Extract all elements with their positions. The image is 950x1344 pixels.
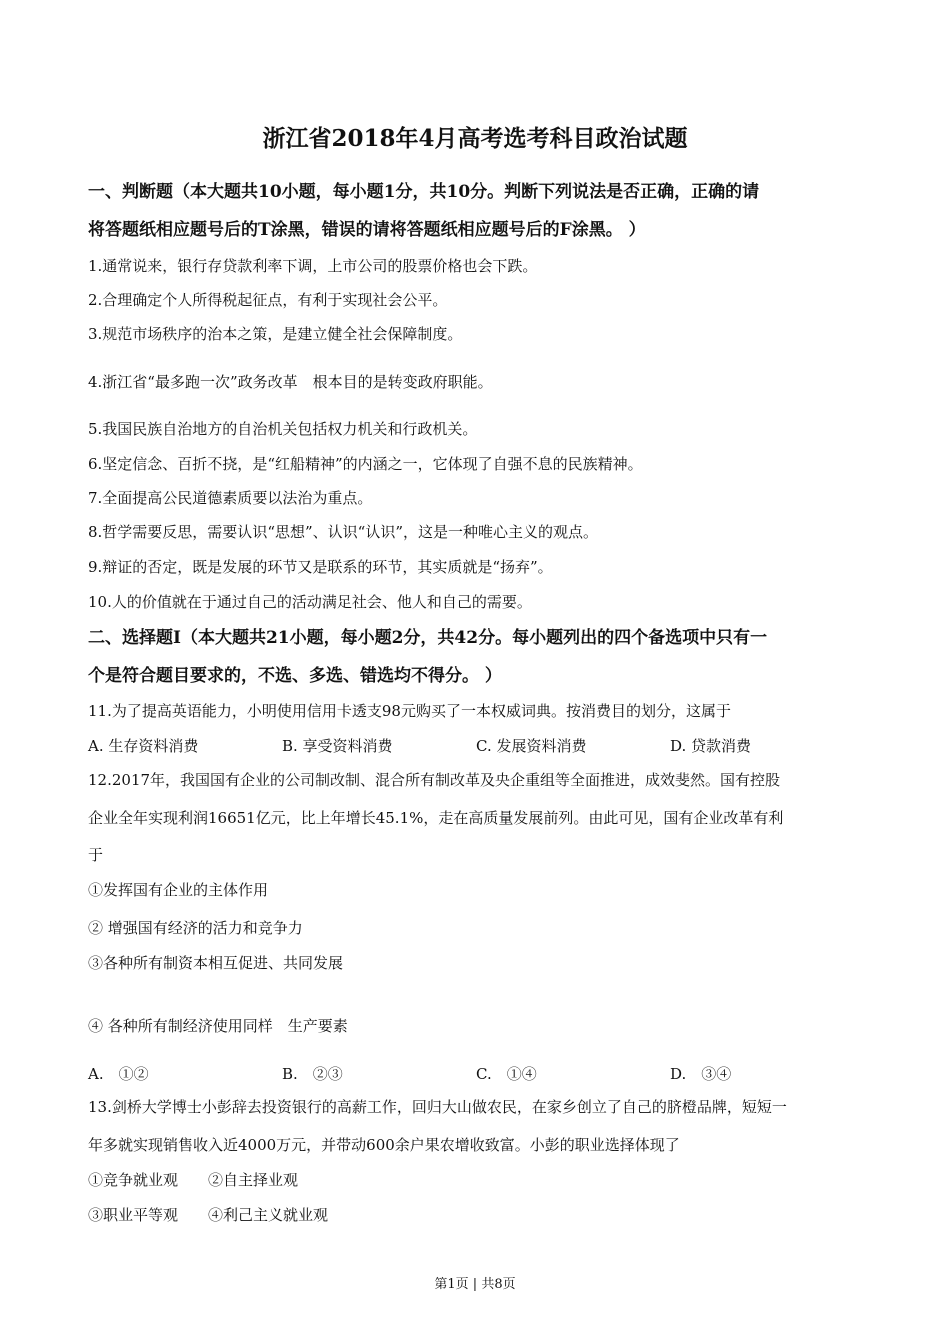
section2-heading-line2: 个是符合题目要求的，不选、多选、错选均不得分。 ） [88, 666, 502, 686]
q12-item: ② 增强国有经济的活力和竞争力 [88, 919, 303, 937]
judgment-item: 1.通常说来，银行存贷款利率下调，上市公司的股票价格也会下跌。 [88, 257, 538, 275]
q12-option-b: B. ②③ [282, 1065, 343, 1083]
q12-option-a: A. ①② [88, 1065, 149, 1083]
q11-option-a: A. 生存资料消费 [88, 737, 199, 755]
section1-heading-line1: 一、判断题（本大题共10小题，每小题1分，共10分。判断下列说法是否正确，正确的请 [88, 182, 760, 202]
judgment-item: 9.辩证的否定，既是发展的环节又是联系的环节，其实质就是“扬弃”。 [88, 558, 553, 576]
judgment-item: 6.坚定信念、百折不挠，是“红船精神”的内涵之一，它体现了自强不息的民族精神。 [88, 455, 643, 473]
q12-option-c: C. ①④ [476, 1065, 537, 1083]
q12-item: ④ 各种所有制经济使用同样 生产要素 [88, 1017, 348, 1035]
q13-item: ③职业平等观 ④利己主义就业观 [88, 1206, 329, 1224]
judgment-item: 10.人的价值就在于通过自己的活动满足社会、他人和自己的需要。 [88, 593, 532, 611]
section1-heading-line2: 将答题纸相应题号后的T涂黑，错误的请将答题纸相应题号后的F涂黑。 ） [88, 220, 646, 240]
q11-option-d: D. 贷款消费 [670, 737, 752, 755]
judgment-item: 8.哲学需要反思，需要认识“思想”、认识“认识”，这是一种唯心主义的观点。 [88, 523, 598, 541]
q12-option-d: D. ③④ [670, 1065, 732, 1083]
q13-stem-line1: 13.剑桥大学博士小彭辞去投资银行的高薪工作，回归大山做农民，在家乡创立了自己的脐橙品牌，短短一 [88, 1098, 787, 1116]
q12-stem-line2: 企业全年实现利润16651亿元，比上年增长45.1%，走在高质量发展前列。由此可见，国有企业改革有利 [88, 809, 784, 827]
judgment-item: 3.规范市场秩序的治本之策，是建立健全社会保障制度。 [88, 325, 463, 343]
judgment-item: 2.合理确定个人所得税起征点，有利于实现社会公平。 [88, 291, 448, 309]
page-footer: 第1页 | 共8页 [434, 1277, 516, 1292]
judgment-item: 7.全面提高公民道德素质要以法治为重点。 [88, 489, 373, 507]
q12-stem-line1: 12.2017年，我国国有企业的公司制改制、混合所有制改革及央企重组等全面推进，成效斐然。国有控股 [88, 771, 781, 789]
section2-heading-line1: 二、选择题Ⅰ（本大题共21小题，每小题2分，共42分。每小题列出的四个备选项中只有一 [88, 628, 768, 648]
q11-option-b: B. 享受资料消费 [282, 737, 393, 755]
page-title: 浙江省2018年4月高考选考科目政治试题 [262, 125, 688, 152]
judgment-item: 4.浙江省“最多跑一次”政务改革 根本目的是转变政府职能。 [88, 373, 493, 391]
judgment-item: 5.我国民族自治地方的自治机关包括权力机关和行政机关。 [88, 420, 478, 438]
q12-item: ③各种所有制资本相互促进、共同发展 [88, 954, 344, 972]
q11-stem: 11.为了提高英语能力，小明使用信用卡透支98元购买了一本权威词典。按消费目的划分，这属于 [88, 702, 731, 720]
q11-option-c: C. 发展资料消费 [476, 737, 587, 755]
q12-item: ①发挥国有企业的主体作用 [88, 881, 269, 899]
q13-item: ①竞争就业观 ②自主择业观 [88, 1171, 299, 1189]
q12-stem-line3: 于 [88, 846, 104, 864]
q13-stem-line2: 年多就实现销售收入近4000万元，并带动600余户果农增收致富。小彭的职业选择体现了 [88, 1136, 680, 1154]
